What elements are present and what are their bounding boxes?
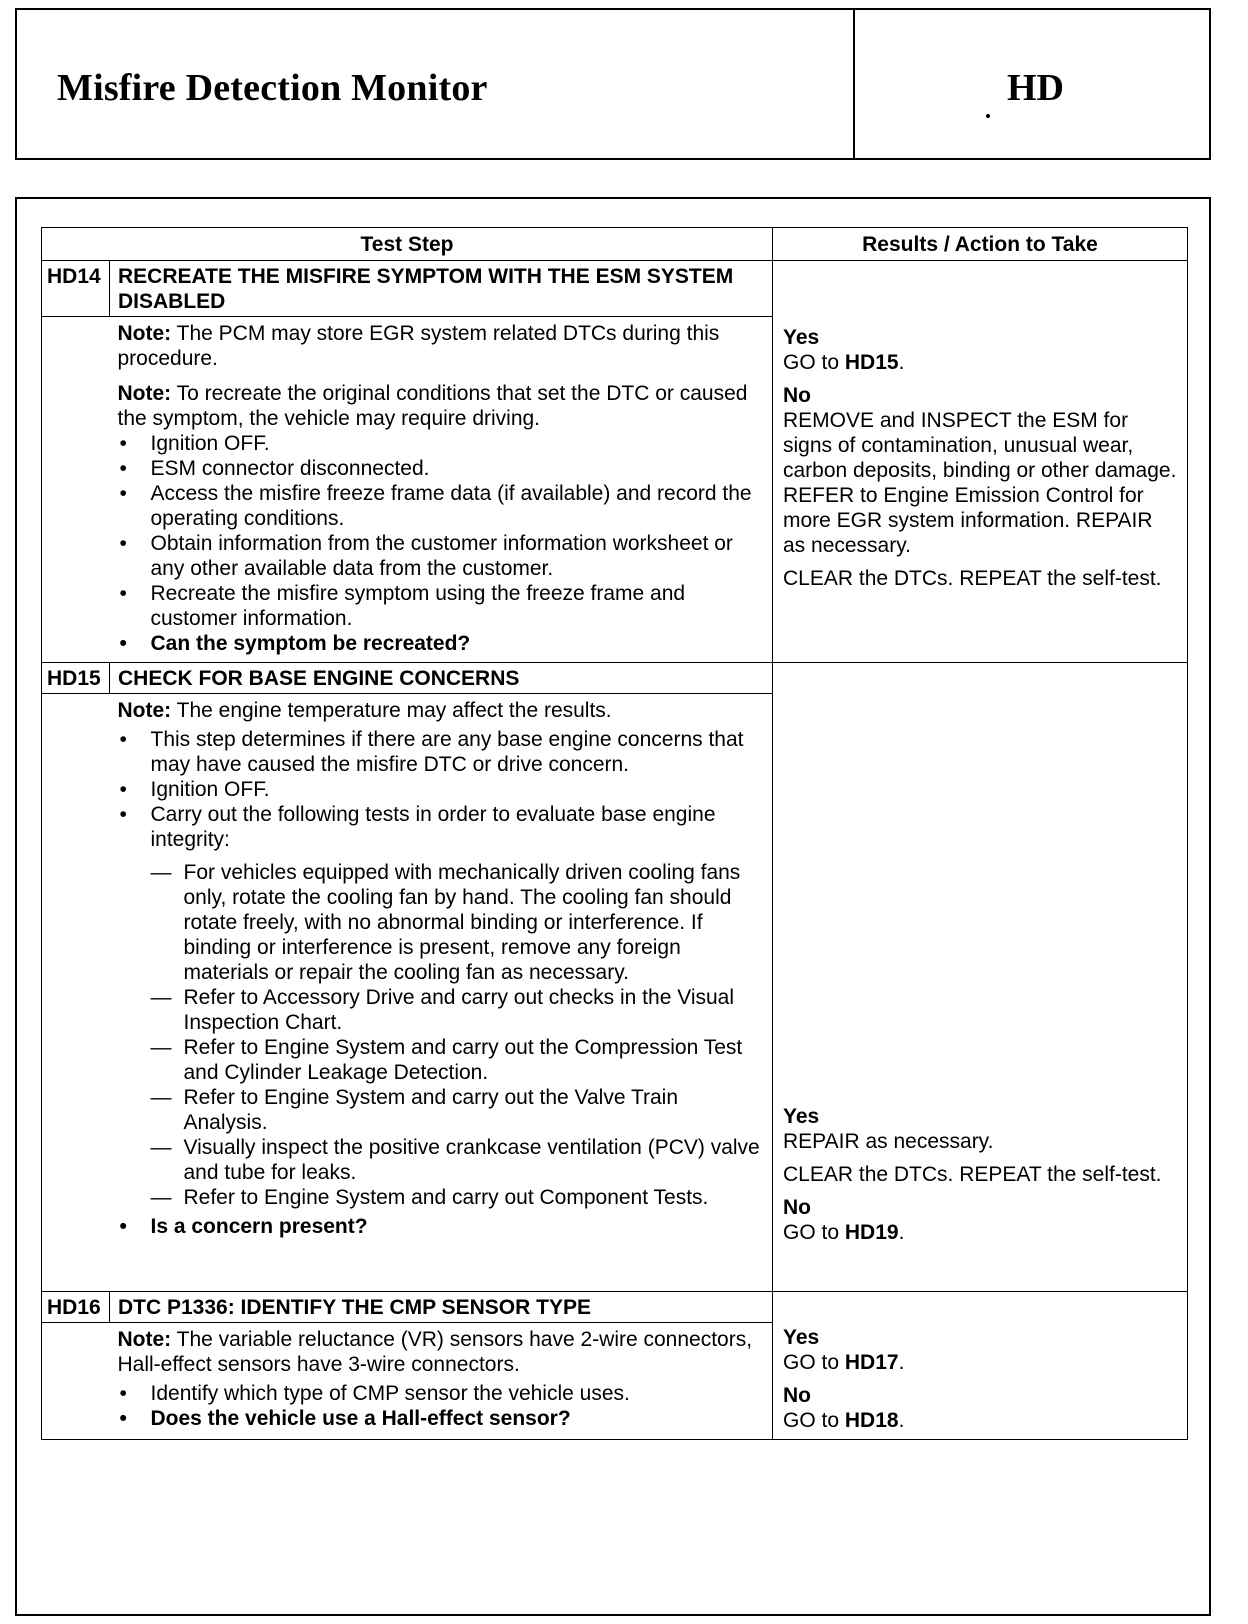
- goto-step-link: HD15: [844, 350, 899, 374]
- test-step-table: [41, 227, 1188, 1440]
- bullet-icon: •: [119, 432, 127, 455]
- note-text: The PCM may store EGR system related DTCs during this procedure.: [117, 322, 720, 370]
- sub-list-item-text: Refer to Engine System and carry out Component Tests.: [183, 1186, 709, 1209]
- note-label: Note:: [117, 1328, 172, 1351]
- step-hd16-content: [110, 1323, 773, 1440]
- bullet-icon: •: [119, 632, 127, 655]
- result-spacer: [773, 261, 1188, 317]
- header-divider: [853, 10, 855, 158]
- goto-step-link: HD17: [844, 1350, 899, 1374]
- print-speck: [986, 114, 990, 118]
- note-text: To recreate the original conditions that set the DTC or caused the symptom, the vehicle may require driving.: [117, 382, 748, 430]
- step-hd16-body-row: [42, 1323, 1188, 1440]
- note-text: The engine temperature may affect the results.: [171, 699, 612, 722]
- note-label: Note:: [117, 322, 172, 345]
- sub-list-item-text: Refer to Engine System and carry out the Valve Train Analysis.: [183, 1086, 679, 1134]
- result-spacer: [773, 663, 1188, 694]
- sub-list-item: [118, 1135, 765, 1185]
- note: [118, 698, 765, 723]
- question-text: Can the symptom be recreated?: [150, 632, 471, 655]
- bullet-icon: •: [119, 1382, 127, 1405]
- list-item: [118, 727, 765, 777]
- result-no: [783, 1383, 1177, 1433]
- result-text: .: [898, 350, 905, 374]
- step-question: [118, 1214, 765, 1239]
- list-item-text: Carry out the following tests in order to evaluate base engine integrity:: [150, 803, 716, 851]
- dash-icon: —: [150, 1136, 172, 1159]
- list-item: [118, 581, 765, 631]
- result-no-label: No: [783, 1383, 811, 1407]
- result-no-label: No: [783, 1196, 811, 1219]
- sub-list-item: [118, 1085, 765, 1135]
- result-no-action: REMOVE and INSPECT the ESM for signs of contamination, unusual wear, carbon deposits, binding or other damage. REFER to Engine Emission Control for more EGR system information. REPAIR as necessary.: [783, 408, 1177, 557]
- result-no-action: [783, 1409, 904, 1432]
- bullet-icon: •: [119, 728, 127, 751]
- sub-list-item-text: For vehicles equipped with mechanically driven cooling fans only, rotate the cooling fan by hand. The cooling fan should rotate freely, with no abnormal binding or interference. If binding or interference is present, remove any foreign materials or repair the cooling fan as necessary.: [183, 861, 741, 984]
- note-label: Note:: [117, 382, 172, 405]
- dash-icon: —: [150, 1086, 172, 1109]
- sub-list-item: [118, 985, 765, 1035]
- step-question: [118, 1406, 765, 1431]
- list-item: [118, 481, 765, 531]
- bullet-icon: •: [119, 457, 127, 480]
- result-no-followup: CLEAR the DTCs. REPEAT the self-test.: [783, 566, 1162, 590]
- result-text: GO to: [783, 1350, 845, 1374]
- step-id: HD14: [42, 261, 110, 317]
- list-item-text: Access the misfire freeze frame data (if available) and record the operating conditions.: [150, 482, 752, 530]
- result-no: [783, 383, 1177, 558]
- list-item: [118, 1381, 765, 1406]
- list-item-text: Recreate the misfire symptom using the freeze frame and customer information.: [150, 582, 686, 630]
- result-yes-action: [783, 351, 904, 374]
- result-yes: [783, 325, 1177, 375]
- note: [118, 381, 765, 431]
- result-spacer: [773, 1292, 1188, 1323]
- result-yes-label: Yes: [783, 1325, 820, 1349]
- note: [118, 321, 765, 371]
- step-bullet-list: [118, 1381, 765, 1431]
- step-hd15-title-row: [42, 663, 1188, 694]
- dash-icon: —: [150, 1036, 172, 1059]
- result-text: GO to: [783, 1221, 845, 1244]
- bullet-icon: •: [119, 803, 127, 826]
- result-text: GO to: [783, 350, 845, 374]
- note-label: Note:: [117, 699, 172, 722]
- step-id: HD15: [42, 663, 110, 694]
- list-item: [118, 777, 765, 802]
- bullet-icon: •: [119, 532, 127, 555]
- result-yes-label: Yes: [783, 325, 820, 349]
- result-yes-action: REPAIR as necessary.: [783, 1130, 994, 1153]
- note: [118, 1327, 765, 1377]
- result-yes-action: [783, 1351, 904, 1374]
- result-no: [783, 1195, 1177, 1245]
- sub-list-item-text: Refer to Accessory Drive and carry out checks in the Visual Inspection Chart.: [183, 986, 735, 1034]
- step-hd16-title-row: [42, 1292, 1188, 1323]
- sub-list-item: [118, 1185, 765, 1210]
- sub-list-item-text: Refer to Engine System and carry out the Compression Test and Cylinder Leakage Detection.: [183, 1036, 743, 1084]
- list-item: [118, 531, 765, 581]
- goto-step-link: HD18: [844, 1408, 899, 1432]
- result-text: .: [898, 1221, 905, 1244]
- step-title: RECREATE THE MISFIRE SYMPTOM WITH THE ESM SYSTEM DISABLED: [110, 261, 773, 317]
- question-text: Does the vehicle use a Hall-effect sensor?: [150, 1407, 571, 1430]
- step-bullet-list: [118, 431, 765, 656]
- list-item: [118, 456, 765, 481]
- table-header-row: [42, 228, 1188, 261]
- list-item-text: Identify which type of CMP sensor the vehicle uses.: [150, 1382, 630, 1405]
- list-item-text: Ignition OFF.: [150, 432, 270, 455]
- sub-list-item-text: Visually inspect the positive crankcase ventilation (PCV) valve and tube for leaks.: [183, 1136, 760, 1184]
- step-title: DTC P1336: IDENTIFY THE CMP SENSOR TYPE: [110, 1292, 773, 1323]
- sub-list-item: [118, 860, 765, 985]
- result-yes-label: Yes: [783, 1105, 820, 1128]
- result-no-label: No: [783, 383, 811, 407]
- id-spacer: [42, 317, 110, 663]
- bullet-icon: •: [119, 1407, 127, 1430]
- bullet-icon: •: [119, 582, 127, 605]
- section-code: HD: [1007, 67, 1064, 109]
- step-question: [118, 631, 765, 656]
- page-title: Misfire Detection Monitor: [57, 67, 488, 109]
- column-header-results: Results / Action to Take: [773, 228, 1188, 261]
- list-item: [118, 431, 765, 456]
- step-id: HD16: [42, 1292, 110, 1323]
- id-spacer: [42, 1323, 110, 1440]
- dash-icon: —: [150, 861, 172, 884]
- goto-step-link: HD19: [844, 1221, 899, 1244]
- result-yes: [783, 1104, 1177, 1154]
- list-item-text: Ignition OFF.: [150, 778, 270, 801]
- step-hd14-title-row: [42, 261, 1188, 317]
- step-bullet-list: [118, 727, 765, 1239]
- page-header: [15, 8, 1211, 160]
- bullet-icon: •: [119, 778, 127, 801]
- bullet-icon: •: [119, 1215, 127, 1238]
- question-text: Is a concern present?: [150, 1215, 368, 1238]
- list-item-text: This step determines if there are any base engine concerns that may have caused the misfire DTC or drive concern.: [150, 728, 744, 776]
- step-title: CHECK FOR BASE ENGINE CONCERNS: [110, 663, 773, 694]
- id-spacer: [42, 694, 110, 1292]
- result-text: .: [898, 1350, 905, 1374]
- step-hd15-content: [110, 694, 773, 1292]
- result-yes-followup: CLEAR the DTCs. REPEAT the self-test.: [783, 1163, 1162, 1186]
- note-text: The variable reluctance (VR) sensors have 2-wire connectors, Hall-effect sensors have 3-wire connectors.: [117, 1328, 753, 1376]
- result-text: GO to: [783, 1408, 845, 1432]
- list-item-text: ESM connector disconnected.: [150, 457, 430, 480]
- list-item-text: Obtain information from the customer information worksheet or any other available data from the customer.: [150, 532, 733, 580]
- result-text: .: [898, 1408, 905, 1432]
- step-hd14-content: [110, 317, 773, 663]
- result-yes: [783, 1325, 1177, 1375]
- list-item: [118, 802, 765, 1210]
- dash-icon: —: [150, 1186, 172, 1209]
- step-hd16-results: [773, 1323, 1188, 1440]
- column-header-test-step: Test Step: [42, 228, 773, 261]
- step-hd14-body-row: [42, 317, 1188, 663]
- step-hd15-body-row: [42, 694, 1188, 1292]
- sub-test-list: [118, 860, 765, 1210]
- step-hd14-results: [773, 317, 1188, 663]
- sub-list-item: [118, 1035, 765, 1085]
- dash-icon: —: [150, 986, 172, 1009]
- bullet-icon: •: [119, 482, 127, 505]
- step-hd15-results: [773, 694, 1188, 1292]
- result-no-action: [783, 1221, 904, 1244]
